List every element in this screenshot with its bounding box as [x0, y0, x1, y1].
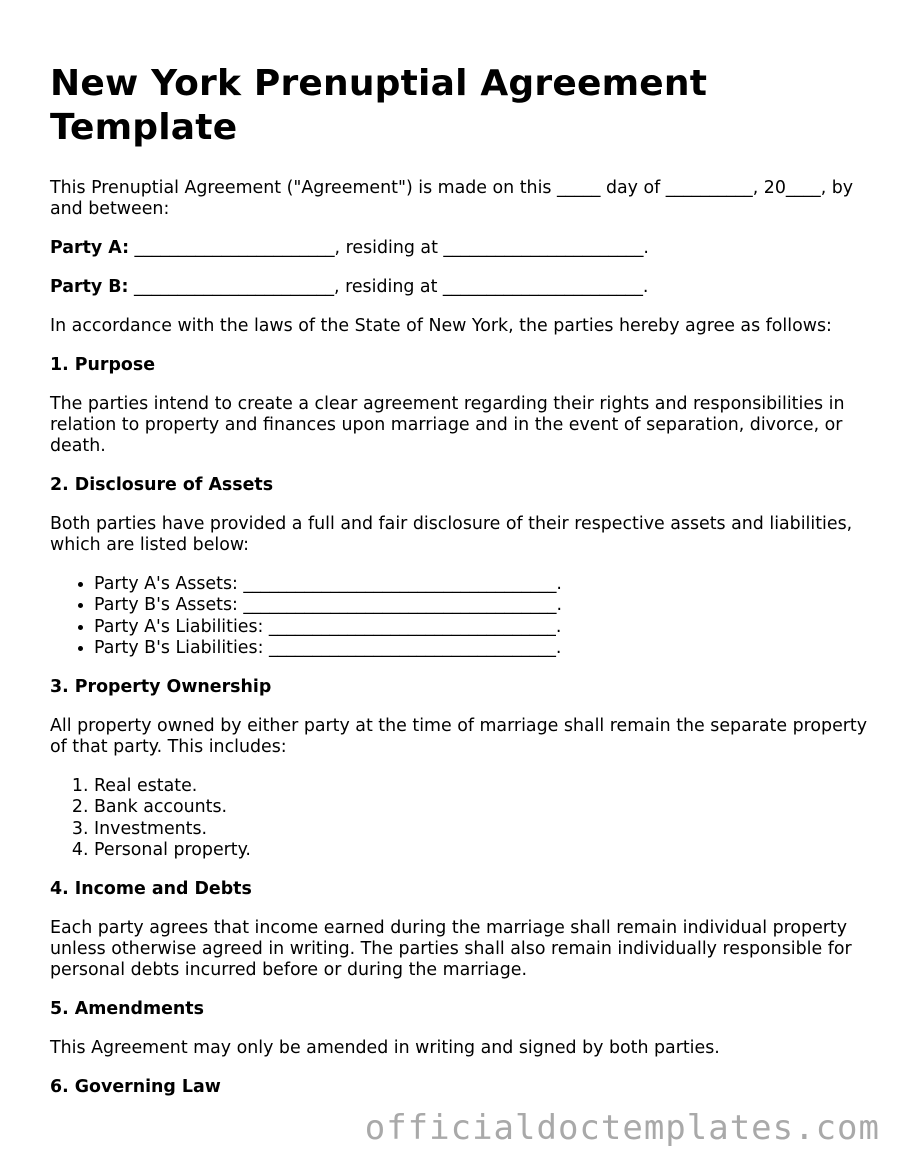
party-a-line	[50, 238, 870, 259]
section-body-income: Each party agrees that income earned during the marriage shall remain individual property unless otherwise agreed in writing. The parties shall also remain individually responsible for personal debts incurred before or during the marriage.	[50, 918, 852, 981]
list-item: 1. Real estate.	[94, 776, 870, 797]
section-body-purpose: The parties intend to create a clear agreement regarding their rights and responsibilities in relation to property and finances upon marriage and in the event of separation, divorce, or death.	[50, 394, 845, 456]
party-b-text: _______________________, residing at _______________________.	[128, 277, 649, 297]
watermark-text: officialdoctemplates.com	[364, 1108, 880, 1148]
section-heading-ownership: 3. Property Ownership	[50, 677, 272, 698]
intro-paragraph: This Prenuptial Agreement ("Agreement") is made on this _____ day of __________, 20____, by and between:	[50, 178, 854, 219]
section-body-ownership: All property owned by either party at the time of marriage shall remain the separate property of that party. This includes:	[50, 716, 868, 758]
party-a-text: _______________________, residing at _______________________.	[129, 238, 649, 258]
ownership-list	[50, 776, 870, 861]
accordance-paragraph: In accordance with the laws of the State of New York, the parties hereby agree as follows:	[50, 316, 832, 336]
disclosure-list	[50, 574, 870, 659]
list-item: 4. Personal property.	[94, 840, 870, 861]
section-body-amendments: This Agreement may only be amended in writing and signed by both parties.	[50, 1038, 720, 1059]
list-item: • Party B's Assets: ____________________________________.	[94, 595, 870, 616]
section-heading-disclosure: 2. Disclosure of Assets	[50, 475, 274, 495]
section-heading-purpose: 1. Purpose	[50, 355, 156, 375]
party-b-line	[50, 277, 870, 298]
list-item: 3. Investments.	[94, 819, 870, 840]
list-item: • Party A's Assets: ____________________________________.	[94, 574, 870, 595]
party-a-label: Party A:	[50, 238, 130, 258]
document-page	[50, 62, 870, 1116]
section-body-disclosure: Both parties have provided a full and fair disclosure of their respective assets and liabilities, which are listed below:	[50, 514, 853, 555]
list-item: 2. Bank accounts.	[94, 797, 870, 818]
section-heading-governing-law: 6. Governing Law	[50, 1077, 221, 1098]
section-heading-income: 4. Income and Debts	[50, 879, 252, 900]
list-item: • Party A's Liabilities: _________________________________.	[94, 617, 870, 638]
section-heading-amendments: 5. Amendments	[50, 999, 204, 1020]
party-b-label: Party B:	[50, 277, 129, 297]
document-title: New York Prenuptial Agreement Template	[50, 63, 708, 148]
list-item: • Party B's Liabilities: _________________________________.	[94, 638, 870, 659]
